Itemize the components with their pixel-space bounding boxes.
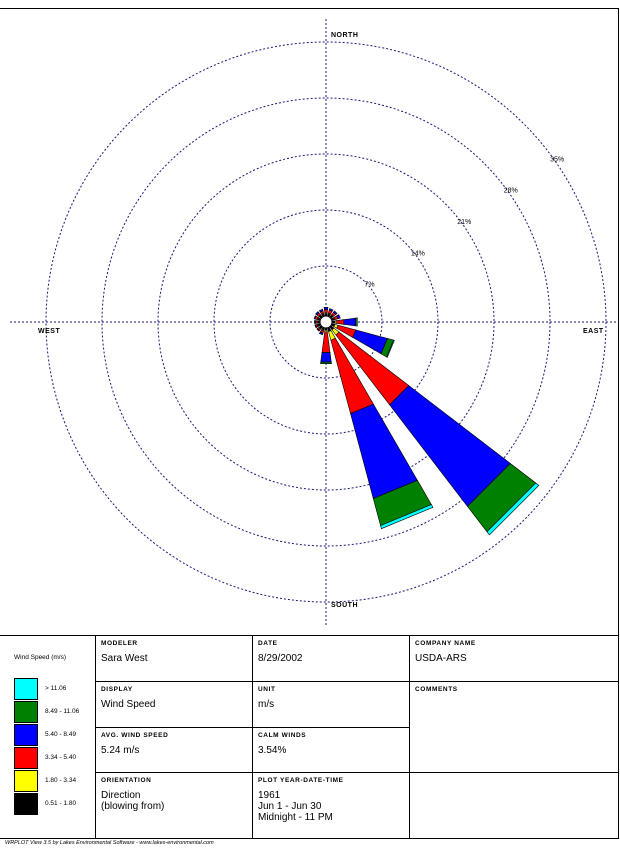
legend-label: > 11.06 (45, 685, 67, 692)
legend-swatch (14, 724, 38, 746)
wind-rose-chart (0, 9, 619, 636)
avg-speed-label: AVG. WIND SPEED (101, 732, 169, 739)
company-label: COMPANY NAME (415, 640, 476, 647)
legend-swatch (14, 747, 38, 769)
ring-label: 21% (457, 219, 472, 227)
ring-label: 14% (410, 250, 425, 258)
comments-label: COMMENTS (415, 686, 458, 693)
plot-period-cell (253, 773, 409, 838)
ring-label: 35% (550, 156, 565, 164)
unit-value: m/s (258, 699, 275, 710)
modeler-label: MODELER (101, 640, 138, 647)
calm-cell (253, 728, 409, 772)
modeler-value: Sara West (101, 653, 148, 664)
display-value: Wind Speed (101, 699, 156, 710)
legend-swatch (14, 793, 38, 815)
south-label: SOUTH (331, 602, 358, 609)
calm-value: 3.54% (258, 745, 287, 756)
legend-label: 0.51 - 1.80 (45, 800, 77, 807)
software-credit: WRPLOT View 3.5 by Lakes Environmental Software - www.lakes-environmental.com (5, 840, 214, 846)
date-label: DATE (258, 640, 278, 647)
calm-circle (320, 316, 332, 328)
legend-title: Wind Speed (m/s) (14, 654, 67, 661)
petal-e-bin-3 (344, 318, 356, 326)
north-label: NORTH (331, 32, 359, 39)
legend-label: 1.80 - 3.34 (45, 777, 77, 784)
orientation-value: Direction (blowing from) (101, 790, 165, 812)
petal-s-bin-4 (321, 362, 332, 364)
wind-rose-frame (0, 8, 619, 636)
unit-label: UNIT (258, 686, 276, 693)
petal-w-bin-3 (314, 320, 315, 323)
plot-period-value: 1961 Jun 1 - Jun 30 Midnight - 11 PM (258, 790, 333, 823)
info-panel (0, 635, 619, 839)
legend-swatch (14, 701, 38, 723)
unit-cell (253, 682, 409, 727)
avg-speed-cell (96, 728, 252, 772)
plot-period-label: PLOT YEAR-DATE-TIME (258, 777, 344, 784)
legend-label: 8.49 - 11.06 (45, 708, 80, 715)
legend-swatch (14, 678, 38, 700)
west-label: WEST (38, 328, 61, 335)
petal-s-bin-2 (322, 332, 330, 353)
petal-e-bin-2 (337, 320, 344, 325)
modeler-cell (96, 636, 252, 681)
east-label: EAST (583, 328, 604, 335)
petal-e-bin-4 (356, 318, 358, 326)
petal-s-bin-3 (321, 353, 332, 363)
petal-n-bin-2 (324, 310, 327, 313)
legend-label: 3.34 - 5.40 (45, 754, 77, 761)
date-cell (253, 636, 409, 681)
ring-label: 28% (503, 187, 518, 195)
comments-cell (410, 682, 618, 772)
avg-speed-value: 5.24 m/s (101, 745, 140, 756)
display-label: DISPLAY (101, 686, 133, 693)
petal-n-bin-3 (324, 307, 328, 309)
legend-swatch (14, 770, 38, 792)
company-cell (410, 636, 618, 681)
display-cell (96, 682, 252, 727)
date-value: 8/29/2002 (258, 653, 303, 664)
ring-label: 7% (364, 281, 375, 289)
legend-label: 5.40 - 8.49 (45, 731, 77, 738)
orientation-cell (96, 773, 252, 838)
company-value: USDA-ARS (415, 653, 467, 664)
orientation-label: ORIENTATION (101, 777, 152, 784)
calm-label: CALM WINDS (258, 732, 307, 739)
